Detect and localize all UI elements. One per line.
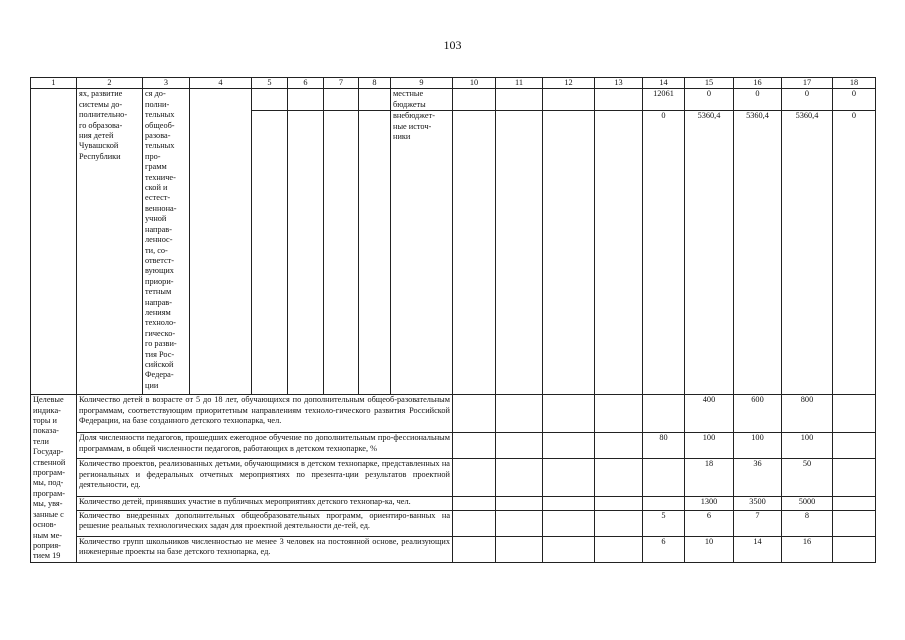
header-cell: 12 (543, 78, 595, 89)
header-cell: 11 (496, 78, 543, 89)
indicator-row (31, 395, 876, 433)
value-cell: 100 (685, 433, 734, 459)
header-cell: 2 (77, 78, 143, 89)
funding-source: местные бюджеты (391, 89, 453, 111)
value-cell: 6 (685, 510, 734, 536)
value-cell: 6 (643, 536, 685, 562)
header-cell: 3 (143, 78, 190, 89)
indicator-row (31, 459, 876, 497)
header-cell: 5 (252, 78, 288, 89)
indicator-text: Количество групп школьников численностью не менее 3 человек на постоянной основе, реализующих инженерные проекты на базе детского технопарка, ед. (77, 536, 453, 562)
header-cell: 8 (359, 78, 391, 89)
funding-row-local (31, 89, 876, 111)
indicator-text: Доля численности педагогов, прошедших ежегодное обучение по дополнительным про-фессиональным программам, в общей численности педагогов, работающих в детском технопарке, % (77, 433, 453, 459)
value-cell (643, 497, 685, 511)
value-cell: 400 (685, 395, 734, 433)
header-cell: 15 (685, 78, 734, 89)
value-cell: 80 (643, 433, 685, 459)
header-cell: 18 (833, 78, 876, 89)
page-number: 103 (443, 38, 462, 52)
value-cell: 5360,4 (782, 111, 833, 395)
header-cell: 10 (453, 78, 496, 89)
value-cell (643, 459, 685, 497)
indicator-row (31, 510, 876, 536)
value-cell: 600 (734, 395, 782, 433)
value-cell: 0 (833, 89, 876, 111)
value-cell: 800 (782, 395, 833, 433)
indicator-text: Количество детей, принявших участие в публичных мероприятиях детского технопар-ка, чел. (77, 497, 453, 511)
value-cell: 50 (782, 459, 833, 497)
header-row (31, 78, 876, 89)
value-cell: 0 (782, 89, 833, 111)
value-cell: 5 (643, 510, 685, 536)
value-cell: 5360,4 (685, 111, 734, 395)
value-cell: 1300 (685, 497, 734, 511)
value-cell: 36 (734, 459, 782, 497)
value-cell: 5000 (782, 497, 833, 511)
header-cell: 6 (288, 78, 324, 89)
indicators-label: Целевые индика- торы и показа- тели Государ- ственной програм- мы, под- програм- мы, увя- занные с основ- ным ме- роприя- тием 19 (31, 395, 77, 563)
header-cell: 7 (324, 78, 359, 89)
value-cell: 3500 (734, 497, 782, 511)
value-cell: 16 (782, 536, 833, 562)
indicator-row (31, 497, 876, 511)
task-cell: ся до- полни- тельных общеоб- разова- тельных про- грамм техниче- ской и естест- веннона- учной направ- леннос- ти, со- ответст- вующих приори- тетным направ- лениям техноло- гическо- го разви- тия Рос- сийской Федера- ции (143, 89, 190, 395)
indicator-row (31, 536, 876, 562)
value-cell: 14 (734, 536, 782, 562)
value-cell (643, 395, 685, 433)
header-cell: 13 (595, 78, 643, 89)
value-cell: 7 (734, 510, 782, 536)
header-cell: 1 (31, 78, 77, 89)
value-cell: 12061 (643, 89, 685, 111)
header-cell: 14 (643, 78, 685, 89)
value-cell: 8 (782, 510, 833, 536)
header-cell: 17 (782, 78, 833, 89)
col1-cell (31, 89, 77, 395)
program-table (30, 77, 876, 563)
value-cell: 100 (734, 433, 782, 459)
funding-source: внебюджет- ные источ- ники (391, 111, 453, 395)
indicator-row (31, 433, 876, 459)
value-cell: 0 (833, 111, 876, 395)
header-cell: 16 (734, 78, 782, 89)
value-cell: 18 (685, 459, 734, 497)
value-cell: 0 (734, 89, 782, 111)
value-cell: 10 (685, 536, 734, 562)
col4-cell (190, 89, 252, 395)
event-name-cell: ях, развитие системы до- полнительно- го образова- ния детей Чувашской Республики (77, 89, 143, 395)
indicator-text: Количество детей в возрасте от 5 до 18 лет, обучающихся по дополнительным общеоб-разовательным программам, соответствующим приоритетным направлениям техноло-гического развития Российской Федерации, на базе созданного детского технопарка, чел. (77, 395, 453, 433)
indicator-text: Количество внедренных дополнительных общеобразовательных программ, ориентиро-ванных на решение реальных технологических задач для проектной деятельности де-тей, ед. (77, 510, 453, 536)
header-cell: 4 (190, 78, 252, 89)
value-cell: 5360,4 (734, 111, 782, 395)
value-cell: 100 (782, 433, 833, 459)
header-cell: 9 (391, 78, 453, 89)
indicator-text: Количество проектов, реализованных детьми, обучающимися в детском технопарке, представленных на региональных и федеральных отчетных мероприятиях по презента-ции результатов проектной деятельности, ед. (77, 459, 453, 497)
value-cell: 0 (643, 111, 685, 395)
value-cell: 0 (685, 89, 734, 111)
